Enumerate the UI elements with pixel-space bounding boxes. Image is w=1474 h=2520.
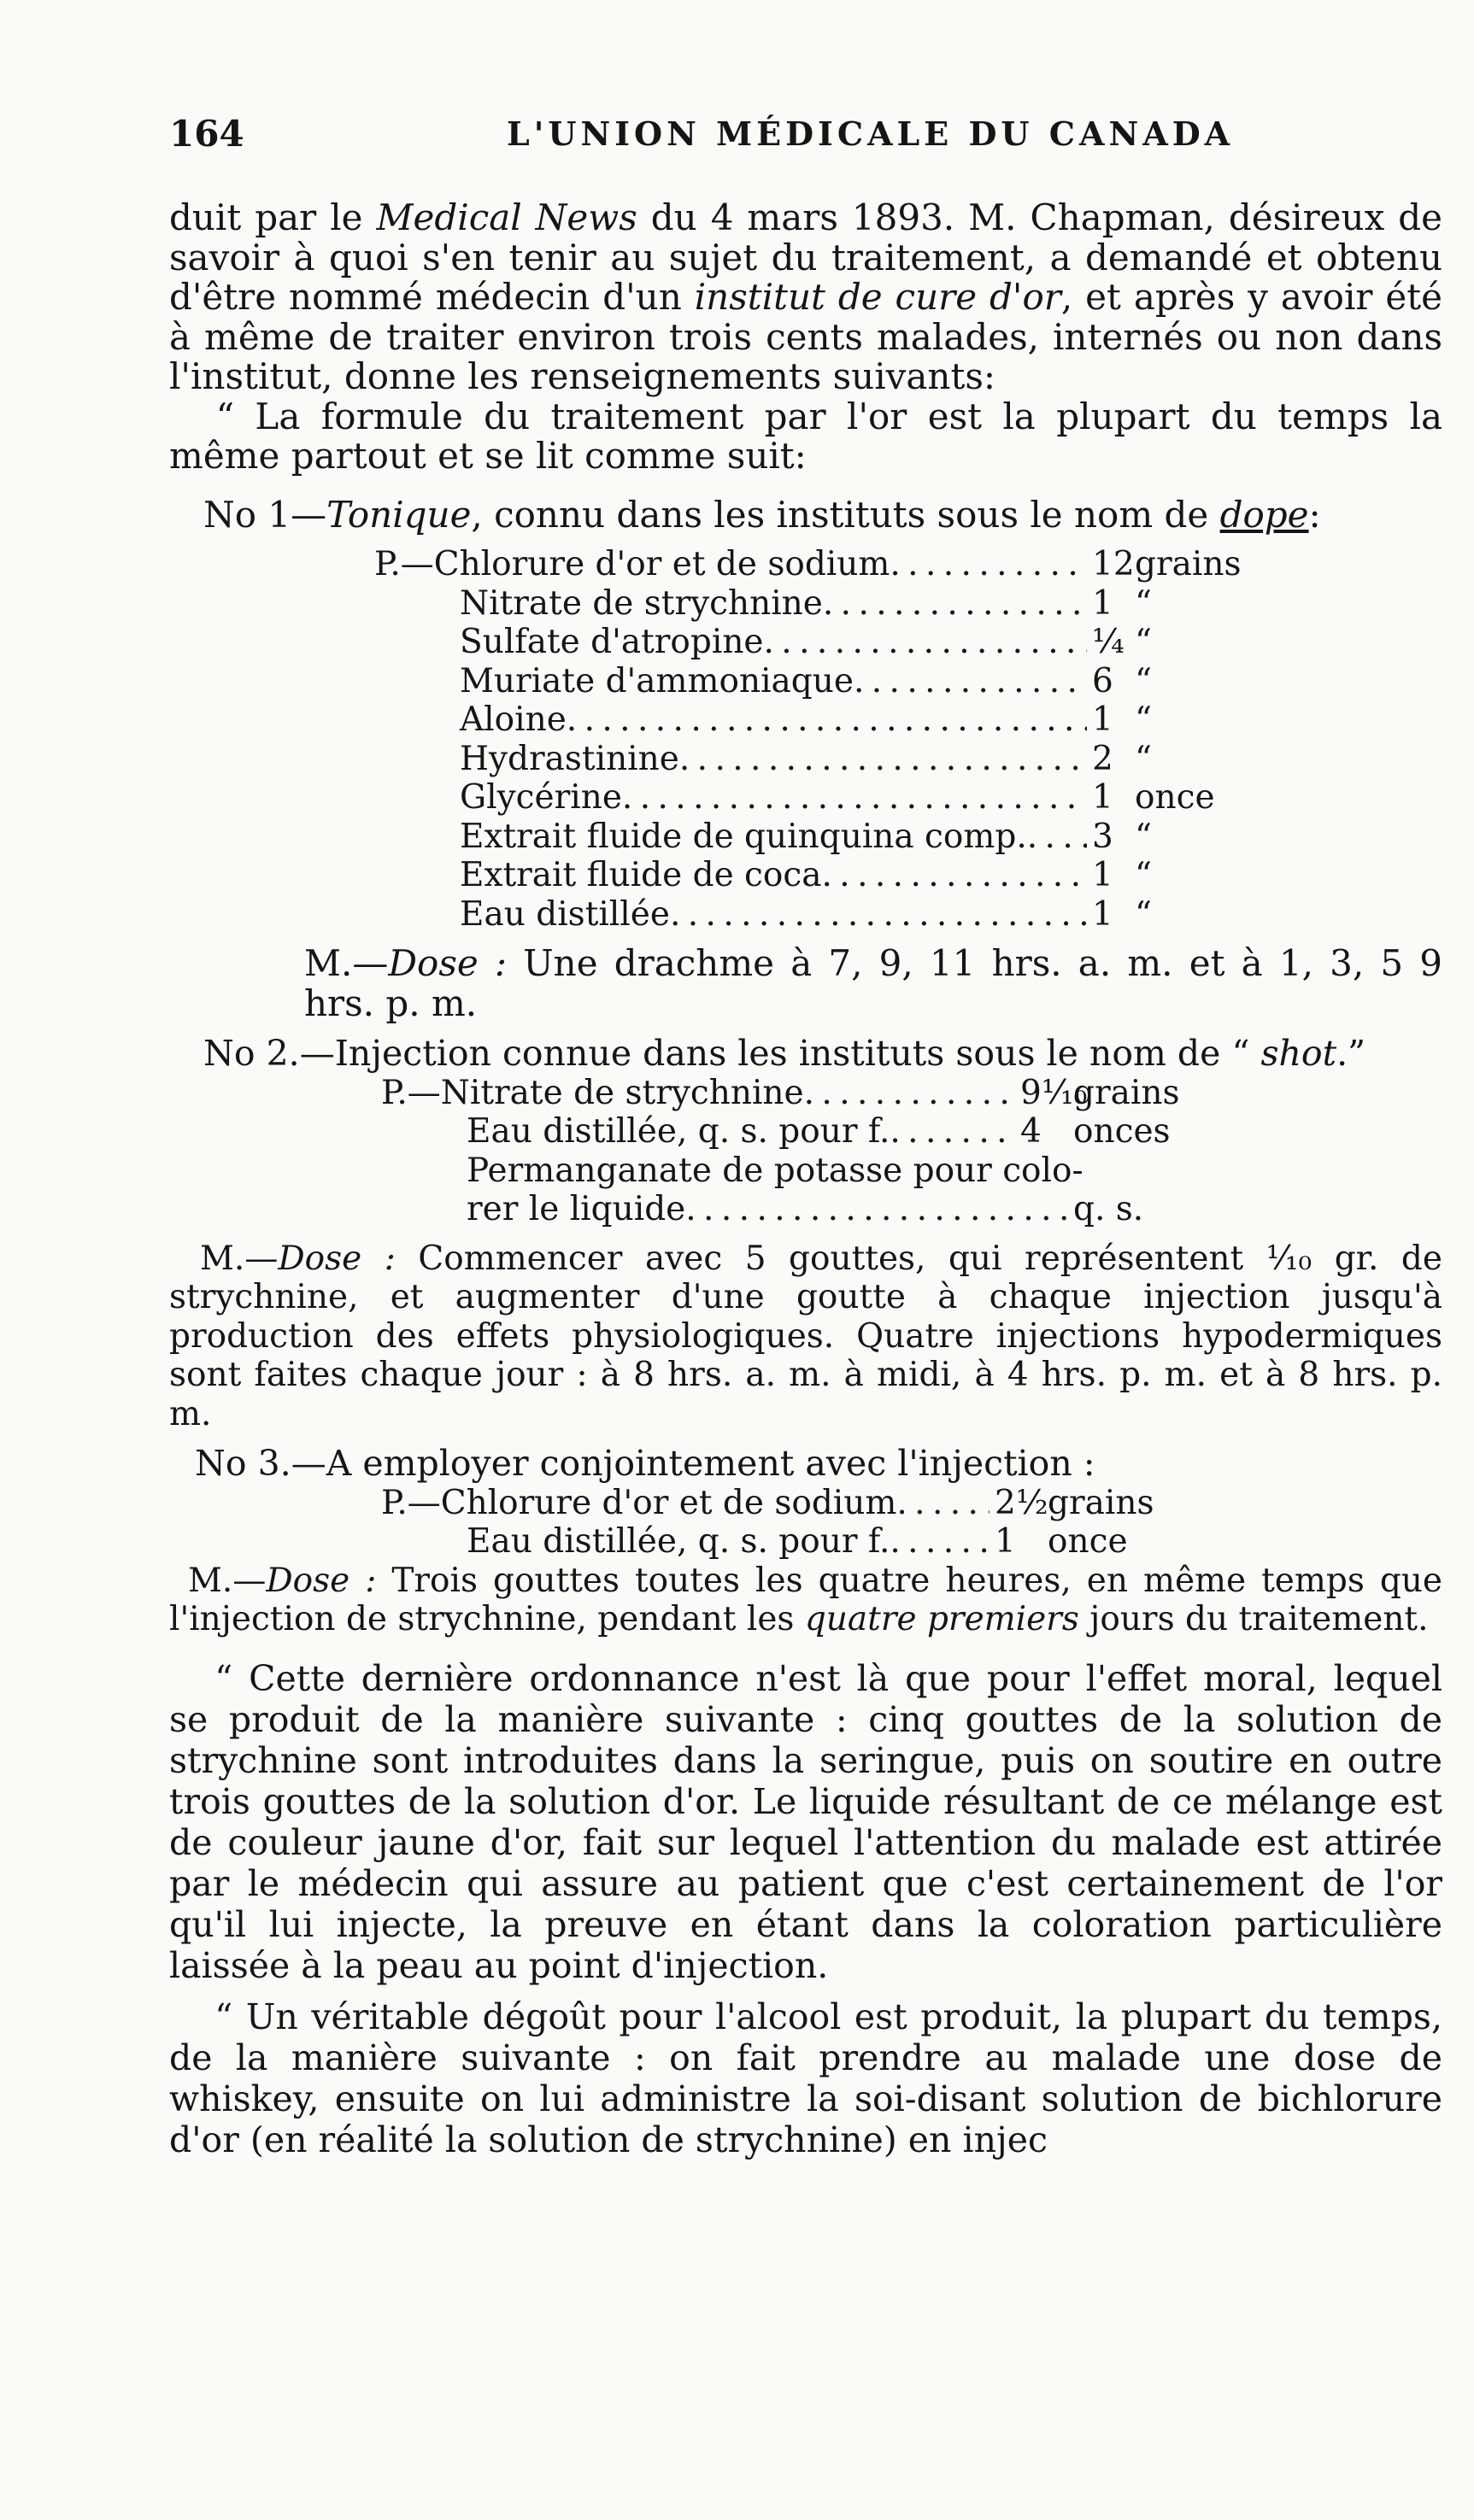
ingredient-amount: 3 xyxy=(1092,817,1113,856)
dot-leader xyxy=(823,584,1087,624)
dot-leader xyxy=(890,1522,990,1562)
ingredient-amount: q. s. xyxy=(1073,1190,1144,1228)
prescription-prefix: P.— xyxy=(381,1073,441,1112)
formula2-extra xyxy=(381,1152,1253,1229)
text-run: M.— xyxy=(304,942,389,984)
ingredient-row xyxy=(374,700,1340,740)
emphasis: quatre premiers xyxy=(804,1600,1079,1638)
ingredient-unit: onces xyxy=(1073,1112,1171,1151)
dot-leader xyxy=(685,1190,1068,1229)
page-number: 164 xyxy=(169,113,244,155)
dot-leader xyxy=(821,856,1087,895)
ingredient-unit: “ xyxy=(1135,661,1152,700)
ingredient-name: Sulfate d'atropine xyxy=(460,623,764,661)
ingredient-amount: 9¹⁄₁₀ xyxy=(1020,1073,1088,1112)
ingredient-row xyxy=(381,1190,1253,1229)
dot-leader xyxy=(896,1484,990,1523)
formula1-name: Tonique xyxy=(326,493,472,536)
ingredient-amount: 1 xyxy=(1092,894,1113,934)
ingredient-amount: 6 xyxy=(1092,661,1113,700)
formula2-heading xyxy=(169,1034,1442,1074)
ingredient-amount: 1 xyxy=(995,1522,1016,1561)
text-run: Commencer avec 5 gouttes, qui représentent ¹⁄₁₀ gr. de strychnine, et augmenter d'une goutte à chaque injection jusqu'à production des effets physiologiques. Quatre injections hypodermiques sont faites chaque jour : à 8 hrs. a. m. à midi, à 4 hrs. p. m. et à 8 hrs. p. m. xyxy=(169,1239,1442,1433)
ingredient-unit: once xyxy=(1048,1522,1128,1561)
ingredient-name: Nitrate de strychnine xyxy=(440,1073,804,1112)
ingredient-row xyxy=(374,545,1340,584)
ingredient-unit: once xyxy=(1135,778,1215,817)
text-run: Une drachme à 7, 9, 11 hrs. a. m. et à 1, 3, 5 9 hrs. p. m. xyxy=(304,942,1443,1024)
formula3-heading: No 3.—A employer conjointement avec l'injection : xyxy=(195,1443,1095,1484)
ingredient-amount: 4 xyxy=(1020,1112,1042,1151)
intro-paragraph xyxy=(169,198,1442,397)
text-run: No 1— xyxy=(203,493,327,536)
ingredient-name: Chlorure d'or et de sodium xyxy=(433,545,890,583)
closing-paragraph-1: “ Cette dernière ordonnance n'est là que pour l'effet moral, lequel se produit de la manière suivante : cinq gouttes de la solution de strychnine sont introduites dans la seringue, puis on soutire en outre trois gouttes de la solution d'or. Le liquide résultant de ce mélange est de couleur jaune d'or, fait sur lequel l'attention du malade est attirée par le médecin qui assure au patient que c'est certainement de l'or qu'il lui injecte, la preuve en étant dans la coloration particulière laissée à la peau au point d'injection. xyxy=(169,1657,1442,1986)
ingredient-unit: grains xyxy=(1135,545,1242,583)
text-run: , connu dans les instituts sous le nom de xyxy=(471,493,1220,536)
running-title: L'UNION MÉDICALE DU CANADA xyxy=(507,114,1235,153)
ingredient-row xyxy=(381,1522,1227,1562)
dot-leader xyxy=(854,662,1087,701)
ingredient-unit: “ xyxy=(1135,739,1152,778)
institute-name: institut de cure d'or xyxy=(694,276,1061,318)
dot-leader xyxy=(679,740,1087,779)
ingredient-name: Extrait fluide de quinquina comp. xyxy=(460,817,1027,856)
dot-leader xyxy=(670,895,1087,935)
dose-label: Dose : xyxy=(266,1561,377,1600)
ingredient-unit: “ xyxy=(1135,817,1152,856)
ingredient-name: Nitrate de strychnine xyxy=(460,583,823,623)
ingredient-row xyxy=(381,1074,1253,1113)
running-header xyxy=(169,113,1442,173)
ingredient-name: Permanganate de potasse pour colo- xyxy=(467,1151,1083,1190)
formula1-ingredients xyxy=(374,545,1340,934)
ingredient-row xyxy=(374,778,1340,818)
formula3-ingredients xyxy=(381,1484,1227,1562)
ingredient-name: Muriate d'ammoniaque xyxy=(460,661,854,700)
dot-leader xyxy=(890,1112,1015,1152)
ingredient-unit: “ xyxy=(1135,856,1152,894)
dot-leader xyxy=(1027,818,1087,857)
ingredient-unit: “ xyxy=(1135,623,1152,661)
page-body xyxy=(169,198,1442,2160)
ingredient-amount: 1 xyxy=(1092,583,1113,623)
ingredient-row xyxy=(374,856,1340,895)
ingredient-unit: grains xyxy=(1048,1483,1154,1522)
text-run: duit par le xyxy=(169,196,377,238)
text-run: Trois gouttes toutes les quatre heures, en même temps que l'injection de strychnine, pendant les xyxy=(169,1561,1442,1638)
ingredient-name: Chlorure d'or et de sodium xyxy=(440,1483,897,1522)
ingredient-amount: 2½ xyxy=(995,1483,1048,1522)
formula1-heading xyxy=(169,495,1442,536)
ingredient-unit: grains xyxy=(1073,1073,1180,1112)
ingredient-row xyxy=(381,1484,1227,1523)
formula2-term: shot xyxy=(1260,1033,1337,1074)
formula1-dose xyxy=(169,944,1442,1023)
ingredient-name: Aloine xyxy=(460,700,567,739)
ingredient-row xyxy=(374,740,1340,779)
ingredient-name: Hydrastinine xyxy=(460,739,679,778)
ingredient-name: Eau distillée xyxy=(460,894,670,934)
dot-leader xyxy=(890,545,1087,584)
ingredient-amount: 2 xyxy=(1092,739,1113,778)
prescription-prefix: P.— xyxy=(374,545,434,583)
closing-paragraph-2: “ Un véritable dégoût pour l'alcool est produit, la plupart du temps, de la manière suivante : on fait prendre au malade une dose de whiskey, ensuite on lui administre la soi-disant solution de bichlorure d'or (en réalité la solution de strychnine) en injec xyxy=(169,1995,1442,2160)
ingredient-name: Extrait fluide de coca xyxy=(460,856,822,894)
ingredient-amount: 1 xyxy=(1092,700,1113,739)
formula2-dose xyxy=(169,1239,1442,1434)
dose-label: Dose : xyxy=(278,1239,396,1278)
text-run: : xyxy=(1308,493,1321,536)
ingredient-name: Glycérine xyxy=(460,778,622,817)
journal-title: Medical News xyxy=(376,196,637,238)
formula1-term: dope xyxy=(1219,493,1309,536)
formula-intro-paragraph: “ La formule du traitement par l'or est la plupart du temps la même partout et se lit comme suit: xyxy=(169,395,1442,477)
text-run: .” xyxy=(1336,1033,1366,1074)
dot-leader xyxy=(567,700,1087,740)
text-run: M.— xyxy=(188,1561,267,1600)
formula2-ingredients xyxy=(381,1074,1253,1152)
ingredient-unit: “ xyxy=(1135,700,1152,739)
ingredient-amount: 1 xyxy=(1092,856,1113,894)
text-run: , et après y avoir été à même de traiter environ trois cents malades, internés ou non dans l'institut, donne les renseignements suivants: xyxy=(169,276,1442,397)
ingredient-amount: ¼ xyxy=(1092,623,1125,661)
ingredient-row xyxy=(381,1112,1253,1152)
ingredient-name: rer le liquide xyxy=(467,1190,686,1228)
ingredient-name: Eau distillée, q. s. pour f. xyxy=(467,1522,890,1561)
dot-leader xyxy=(804,1074,1015,1113)
dot-leader xyxy=(622,778,1087,818)
prescription-prefix: P.— xyxy=(381,1483,441,1522)
dose-label: Dose : xyxy=(388,942,508,984)
text-run: du 4 mars 1893. M. Chapman, désireux de savoir à quoi s'en tenir au sujet du traitement, a demandé et obtenu d'être nommé médecin d'un xyxy=(169,196,1442,318)
ingredient-row xyxy=(374,895,1340,935)
ingredient-row xyxy=(374,584,1340,624)
ingredient-row xyxy=(374,818,1340,857)
ingredient-name: Eau distillée, q. s. pour f. xyxy=(467,1112,890,1151)
ingredient-row xyxy=(374,623,1340,662)
text-run: jours du traitement. xyxy=(1078,1600,1429,1638)
ingredient-row xyxy=(381,1152,1253,1191)
formula3-dose xyxy=(169,1562,1442,1639)
ingredient-unit: “ xyxy=(1135,583,1152,623)
ingredient-unit: “ xyxy=(1135,894,1152,934)
dot-leader xyxy=(764,623,1087,662)
text-run: M.— xyxy=(200,1239,279,1278)
ingredient-amount: 1 xyxy=(1092,778,1113,817)
text-run: No 2.—Injection connue dans les instituts sous le nom de “ xyxy=(203,1033,1261,1074)
ingredient-row xyxy=(374,662,1340,701)
ingredient-amount: 12 xyxy=(1092,545,1135,583)
